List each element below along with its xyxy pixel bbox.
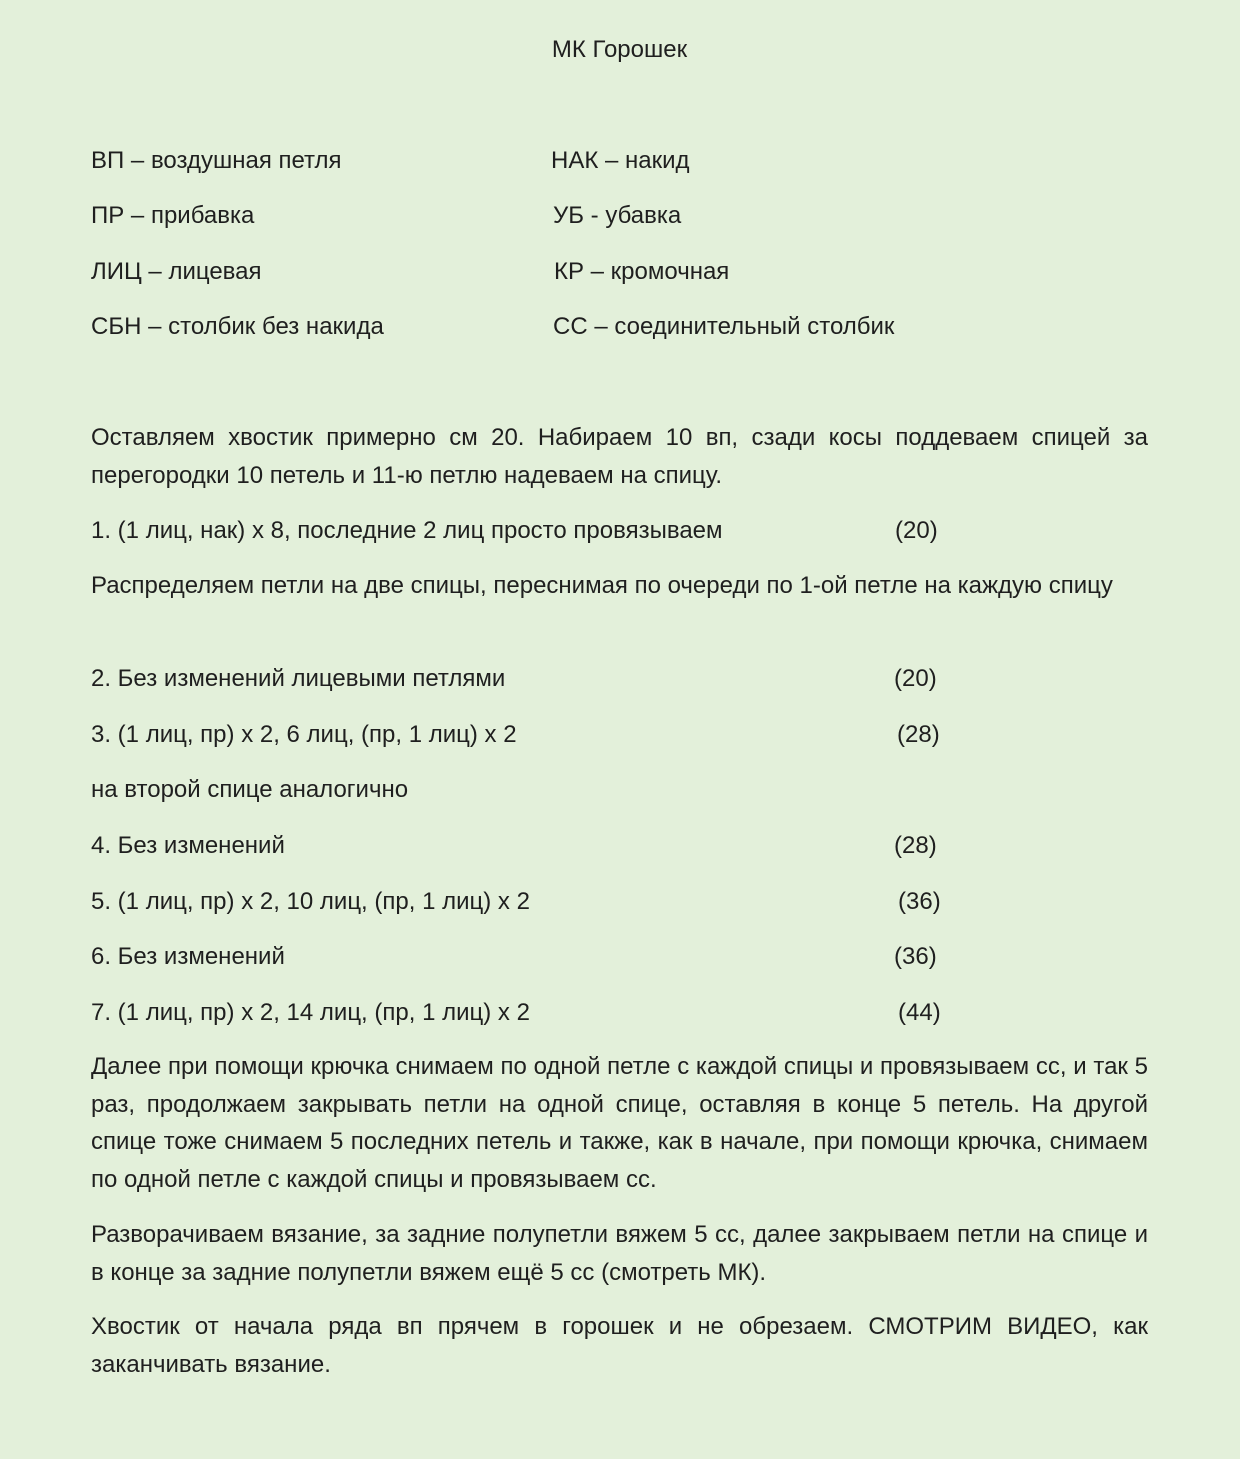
pattern-row-3 [91,719,1148,751]
distribute-paragraph: Распределяем петли на две спицы, переснимая по очереди по 1-ой петле на каждую спицу [91,572,1113,599]
intro-paragraph: Оставляем хвостик примерно см 20. Набираем 10 вп, сзади косы поддеваем спицей за перегородки 10 петель и 11-ю петлю надеваем на спицу. [91,424,1148,489]
closing-paragraph-3: Хвостик от начала ряда вп прячем в горошек и не обрезаем. СМОТРИМ ВИДЕО, как заканчивать вязание. [91,1313,1148,1378]
row-instruction: 2. Без изменений лицевыми петлями [91,665,506,692]
abbreviation-item: ЛИЦ – лицевая [91,258,262,285]
closing-paragraph-2: Разворачиваем вязание, за задние полупетли вяжем 5 сс, далее закрываем петли на спице и в конце за задние полупетли вяжем ещё 5 сс (смотреть МК). [91,1221,1148,1286]
pattern-row-1 [91,515,1148,547]
stitch-count: (36) [894,943,937,970]
abbreviation-item: УБ - убавка [553,202,682,229]
stitch-count: (28) [897,721,940,748]
row-instruction: 5. (1 лиц, пр) х 2, 10 лиц, (пр, 1 лиц) х 2 [91,888,530,915]
row-instruction: 4. Без изменений [91,832,285,859]
abbreviation-item: ВП – воздушная петля [91,147,342,174]
stitch-count: (28) [894,832,937,859]
abbreviation-item: СС – соединительный столбик [553,313,895,340]
stitch-count: (44) [898,999,941,1026]
stitch-count: (20) [895,517,938,544]
row-instruction: 3. (1 лиц, пр) х 2, 6 лиц, (пр, 1 лиц) х 2 [91,721,517,748]
abbreviation-item: ПР – прибавка [91,202,255,229]
second-needle-note: на второй спице аналогично [91,776,409,803]
stitch-count: (20) [894,665,937,692]
abbreviation-item: НАК – накид [551,147,690,174]
row-instruction: 6. Без изменений [91,943,285,970]
pattern-row-5 [91,886,1148,918]
document-title: МК Горошек [551,36,688,63]
closing-paragraph-1: Далее при помощи крючка снимаем по одной петле с каждой спицы и провязываем сс, и так 5 раз, продолжаем закрывать петли на одной спице, оставляя в конце 5 петель. На другой спице тоже снимаем 5 последних петель и также, как в начале, при помощи крючка, снимаем по одной петле с каждой спицы и провязываем сс. [91,1053,1148,1193]
pattern-row-2 [91,663,1148,695]
stitch-count: (36) [898,888,941,915]
pattern-row-4 [91,830,1148,862]
pattern-row-7 [91,997,1148,1029]
pattern-row-6 [91,941,1148,973]
row-instruction: 1. (1 лиц, нак) х 8, последние 2 лиц просто провязываем [91,517,723,544]
abbreviation-item: СБН – столбик без накида [91,313,384,340]
row-instruction: 7. (1 лиц, пр) х 2, 14 лиц, (пр, 1 лиц) х 2 [91,999,530,1026]
abbreviation-item: КР – кромочная [554,258,730,285]
